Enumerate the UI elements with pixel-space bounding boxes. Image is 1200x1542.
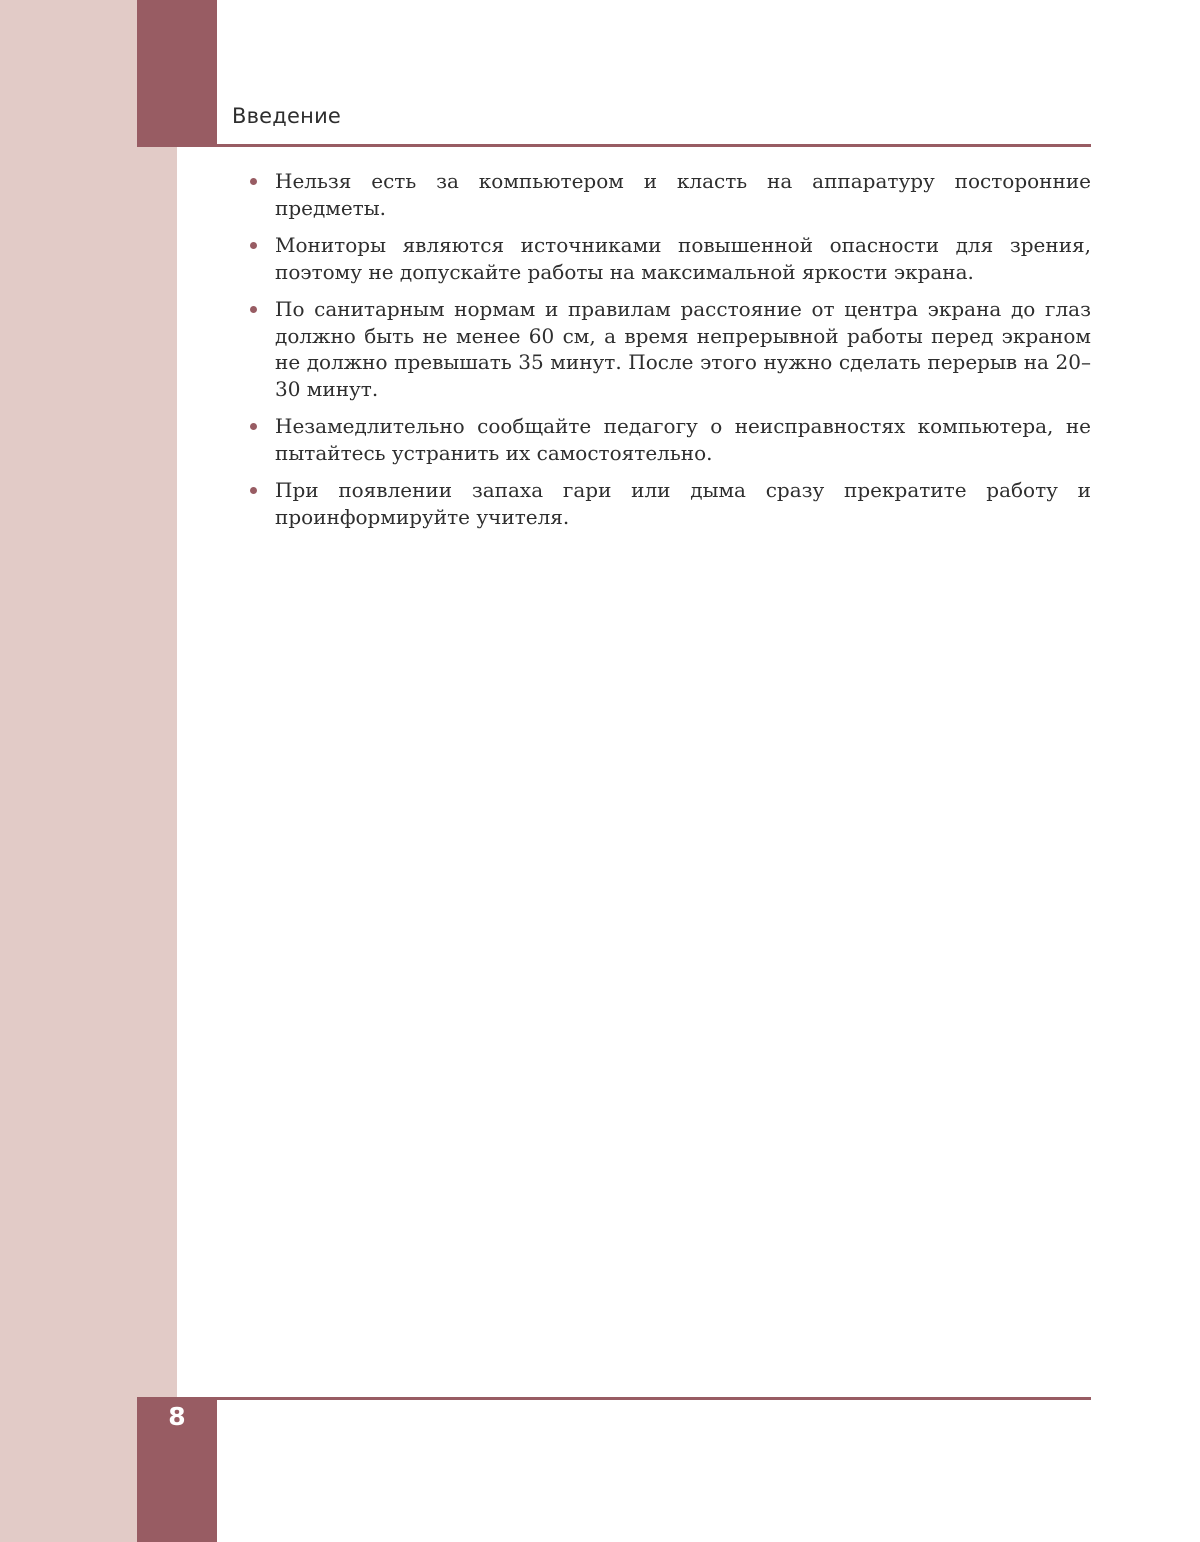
list-item-text: При появлении запаха гари или дыма сразу прекратите работу и проинформируйте учителя. (275, 478, 1091, 529)
bullet-icon (250, 423, 257, 430)
list-item (247, 413, 1091, 466)
page-number: 8 (168, 1402, 186, 1431)
section-title: Введение (232, 104, 342, 128)
footer-rule (137, 1397, 1091, 1400)
list-item (247, 232, 1091, 285)
bullet-icon (250, 487, 257, 494)
bullet-icon (250, 242, 257, 249)
list-item (247, 168, 1091, 221)
bullet-icon (250, 306, 257, 313)
list-item-text: Незамедлительно сообщайте педагогу о неисправностях компьютера, не пытайтесь устранить их самостоятельно. (275, 414, 1091, 465)
list-item-text: По санитарным нормам и правилам расстояние от центра экрана до глаз должно быть не менее 60 см, а время непрерывной работы перед экраном не должно превышать 35 минут. После этого нужно сделать перерыв на 20–30 минут. (275, 297, 1091, 401)
side-band (0, 0, 177, 1542)
list-item-text: Нельзя есть за компьютером и класть на аппаратуру посторонние предметы. (275, 169, 1091, 220)
bullet-icon (250, 178, 257, 185)
list-item (247, 296, 1091, 402)
header-rule (137, 144, 1091, 147)
safety-rules-list (247, 168, 1091, 541)
list-item-text: Мониторы являются источниками повышенной опасности для зрения, поэтому не допускайте работы на максимальной яркости экрана. (275, 233, 1091, 284)
header-tab (137, 0, 217, 147)
list-item (247, 477, 1091, 530)
